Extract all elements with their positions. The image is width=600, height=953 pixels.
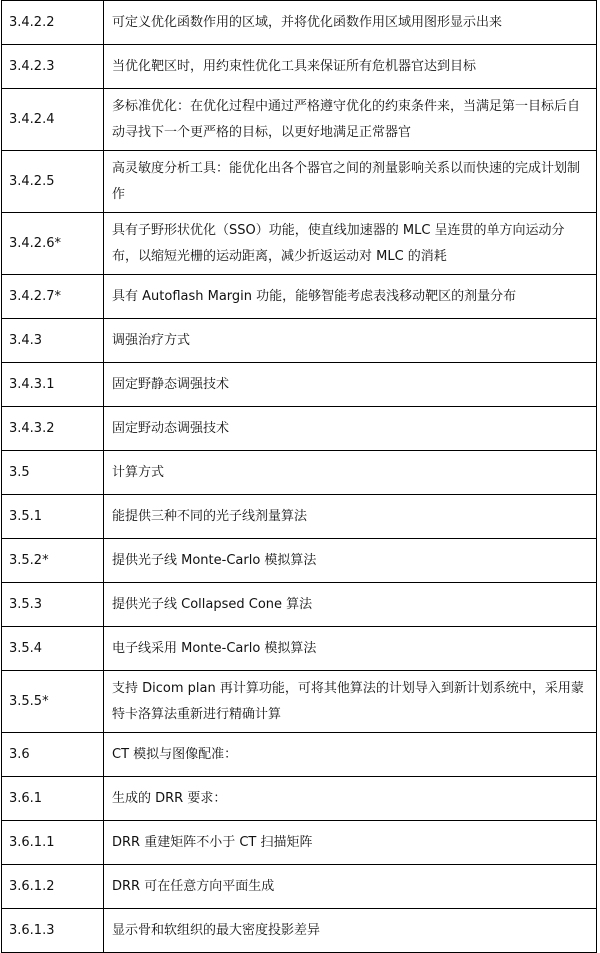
- item-number-cell: 3.4.2.5: [2, 151, 104, 213]
- item-number-cell: 3.4.2.4: [2, 89, 104, 151]
- item-description-cell: 计算方式: [104, 451, 597, 495]
- item-number-cell: 3.4.3: [2, 319, 104, 363]
- table-row: [2, 275, 597, 319]
- item-number-cell: 3.4.2.3: [2, 45, 104, 89]
- item-number-cell: 3.4.3.2: [2, 407, 104, 451]
- table-row: [2, 45, 597, 89]
- item-description-cell: 固定野动态调强技术: [104, 407, 597, 451]
- item-number-cell: 3.5.3: [2, 583, 104, 627]
- item-number-cell: 3.6.1.2: [2, 865, 104, 909]
- item-number-cell: 3.6.1.3: [2, 909, 104, 953]
- table-row: [2, 671, 597, 733]
- item-number-cell: 3.5.2*: [2, 539, 104, 583]
- item-description-cell: 提供光子线 Collapsed Cone 算法: [104, 583, 597, 627]
- item-number-cell: 3.5: [2, 451, 104, 495]
- table-row: [2, 363, 597, 407]
- item-description-cell: 当优化靶区时，用约束性优化工具来保证所有危机器官达到目标: [104, 45, 597, 89]
- table-row: [2, 627, 597, 671]
- table-row: [2, 821, 597, 865]
- table-row: [2, 733, 597, 777]
- table-row: [2, 1, 597, 45]
- item-description-cell: 固定野静态调强技术: [104, 363, 597, 407]
- item-number-cell: 3.4.3.1: [2, 363, 104, 407]
- item-number-cell: 3.6.1: [2, 777, 104, 821]
- item-number-cell: 3.5.1: [2, 495, 104, 539]
- item-number-cell: 3.4.2.7*: [2, 275, 104, 319]
- table-row: [2, 407, 597, 451]
- spec-table: [1, 0, 597, 953]
- item-description-cell: 生成的 DRR 要求：: [104, 777, 597, 821]
- item-number-cell: 3.6: [2, 733, 104, 777]
- item-number-cell: 3.5.5*: [2, 671, 104, 733]
- item-description-cell: 具有子野形状优化（SSO）功能，使直线加速器的 MLC 呈连贯的单方向运动分布，以缩短光栅的运动距离，减少折返运动对 MLC 的消耗: [104, 213, 597, 275]
- table-row: [2, 89, 597, 151]
- item-description-cell: 高灵敏度分析工具：能优化出各个器官之间的剂量影响关系以而快速的完成计划制作: [104, 151, 597, 213]
- table-row: [2, 539, 597, 583]
- item-description-cell: CT 模拟与图像配准：: [104, 733, 597, 777]
- table-row: [2, 909, 597, 953]
- item-description-cell: 支持 Dicom plan 再计算功能，可将其他算法的计划导入到新计划系统中，采用蒙特卡洛算法重新进行精确计算: [104, 671, 597, 733]
- item-number-cell: 3.6.1.1: [2, 821, 104, 865]
- table-row: [2, 777, 597, 821]
- item-number-cell: 3.4.2.6*: [2, 213, 104, 275]
- table-row: [2, 495, 597, 539]
- spec-table-body: [2, 1, 597, 953]
- table-row: [2, 583, 597, 627]
- item-description-cell: 多标准优化：在优化过程中通过严格遵守优化的约束条件来，当满足第一目标后自动寻找下一个更严格的目标，以更好地满足正常器官: [104, 89, 597, 151]
- item-description-cell: 提供光子线 Monte-Carlo 模拟算法: [104, 539, 597, 583]
- table-row: [2, 213, 597, 275]
- table-row: [2, 451, 597, 495]
- item-number-cell: 3.4.2.2: [2, 1, 104, 45]
- table-row: [2, 865, 597, 909]
- item-description-cell: 显示骨和软组织的最大密度投影差异: [104, 909, 597, 953]
- item-description-cell: 具有 Autoflash Margin 功能，能够智能考虑表浅移动靶区的剂量分布: [104, 275, 597, 319]
- item-description-cell: 能提供三种不同的光子线剂量算法: [104, 495, 597, 539]
- item-description-cell: 可定义优化函数作用的区域，并将优化函数作用区域用图形显示出来: [104, 1, 597, 45]
- item-description-cell: DRR 可在任意方向平面生成: [104, 865, 597, 909]
- item-description-cell: 电子线采用 Monte-Carlo 模拟算法: [104, 627, 597, 671]
- item-description-cell: 调强治疗方式: [104, 319, 597, 363]
- item-number-cell: 3.5.4: [2, 627, 104, 671]
- table-row: [2, 151, 597, 213]
- item-description-cell: DRR 重建矩阵不小于 CT 扫描矩阵: [104, 821, 597, 865]
- table-row: [2, 319, 597, 363]
